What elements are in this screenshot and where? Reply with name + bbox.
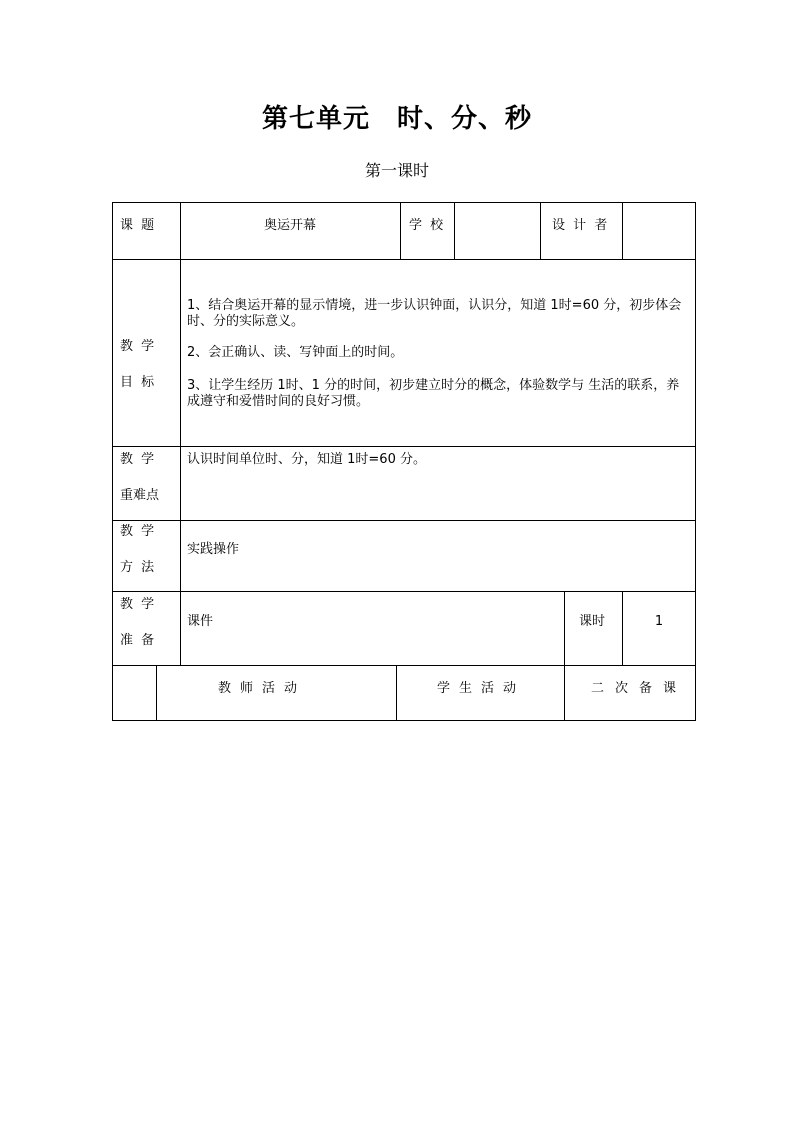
goals-label-line2: 目 标: [120, 375, 157, 390]
preparation-label-line2: 准 备: [120, 633, 157, 648]
column-divider: [396, 665, 397, 721]
column-divider: [622, 202, 623, 259]
student-activity-header: 学生活动: [437, 681, 526, 696]
method-value: 实践操作: [187, 542, 240, 557]
column-divider: [400, 202, 401, 259]
preparation-label-line1: 教 学: [120, 597, 157, 612]
goals-label-line1: 教 学: [120, 339, 157, 354]
goal-item: 2、会正确认、读、写钟面上的时间。: [187, 345, 404, 360]
row-divider: [112, 665, 696, 666]
row-divider: [112, 520, 696, 521]
designer-label: 设 计 者: [552, 218, 610, 233]
goal-item: 1、结合奥运开幕的显示情境，进一步认识钟面，认识分，知道 1时=60 分，初步体会时、分的实际意义。: [187, 298, 682, 329]
column-divider: [564, 591, 565, 721]
row-divider: [112, 446, 696, 447]
method-label-line2: 方 法: [120, 560, 157, 575]
teacher-activity-header: 教师活动: [218, 681, 307, 696]
second-preparation-header: 二次备课: [591, 681, 688, 696]
method-label-line1: 教 学: [120, 524, 157, 539]
preparation-value: 课件: [187, 614, 214, 629]
topic-value: 奥运开幕: [263, 218, 316, 233]
topic-label: 课 题: [120, 218, 157, 233]
row-divider: [112, 591, 696, 592]
row-divider: [112, 259, 696, 260]
school-label: 学 校: [409, 218, 446, 233]
class-hours-value: 1: [654, 614, 664, 629]
column-divider: [156, 665, 157, 721]
key-points-label-line1: 教 学: [120, 452, 157, 467]
key-points-label-line2: 重难点: [120, 488, 160, 503]
page-title: 第七单元 时、分、秒: [261, 104, 532, 134]
column-divider: [180, 202, 181, 665]
column-divider: [540, 202, 541, 259]
goal-item: 3、让学生经历 1时、1 分的时间，初步建立时分的概念，体验数学与 生活的联系，养成遵守和爱惜时间的良好习惯。: [187, 378, 680, 409]
page-subtitle: 第一课时: [364, 161, 429, 180]
key-points-value: 认识时间单位时、分，知道 1时=60 分。: [187, 452, 426, 467]
column-divider: [454, 202, 455, 259]
class-hours-label: 课时: [579, 614, 606, 629]
